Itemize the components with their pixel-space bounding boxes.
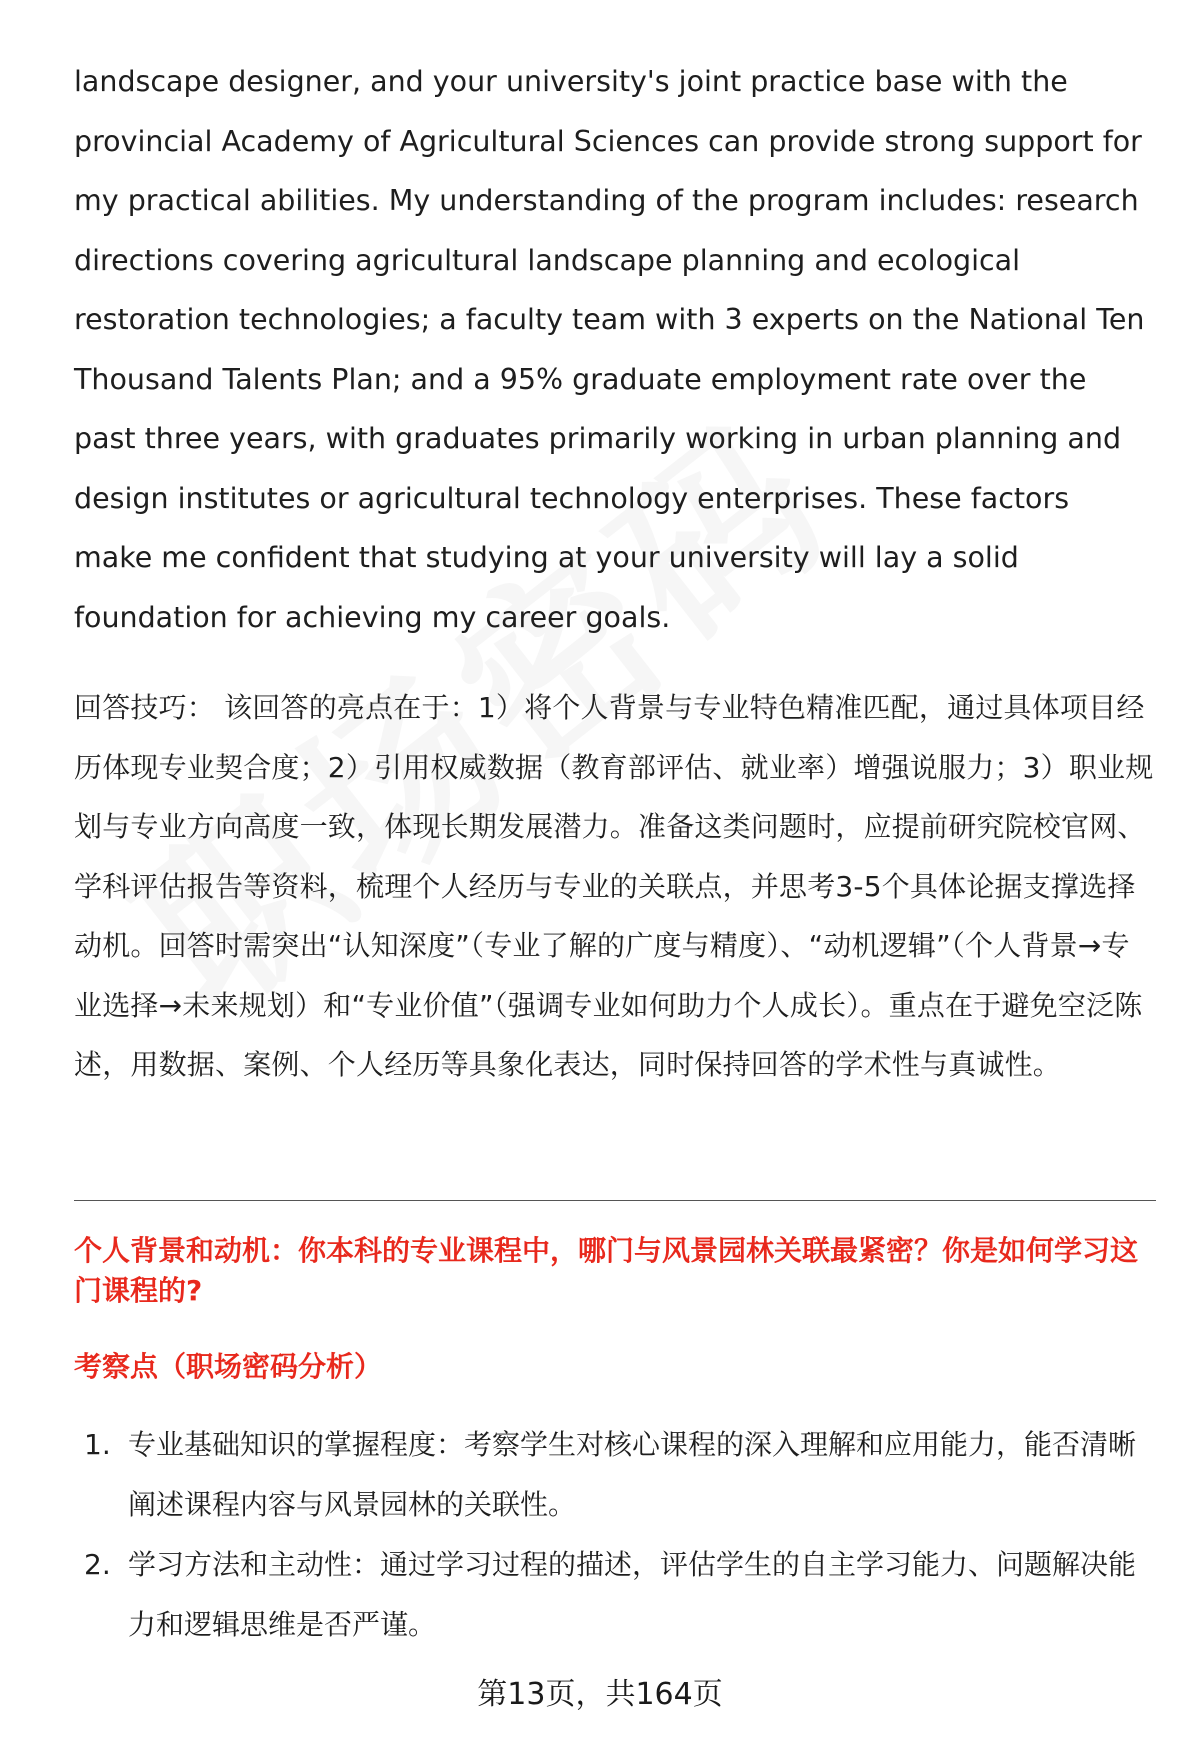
list-item-text: 学习方法和主动性：通过学习过程的描述，评估学生的自主学习能力、问题解决能力和逻辑思维是否严谨。 bbox=[128, 1548, 1137, 1641]
answer-tips-paragraph: 回答技巧： 该回答的亮点在于：1）将个人背景与专业特色精准匹配，通过具体项目经历体现专业契合度；2）引用权威数据（教育部评估、就业率）增强说服力；3）职业规划与专业方向高度一致，体现长期发展潜力。准备这类问题时，应提前研究院校官网、学科评估报告等资料，梳理个人经历与专业的关联点，并思考3-5个具体论据支撑选择动机。回答时需突出“认知深度”（专业了解的广度与精度）、“动机逻辑”（个人背景→专业选择→未来规划）和“专业价值”（强调专业如何助力个人成长）。重点在于避免空泛陈述，用数据、案例、个人经历等具象化表达，同时保持回答的学术性与真诚性。 bbox=[74, 691, 1154, 1081]
list-item-number: 2. bbox=[84, 1548, 111, 1581]
list-item bbox=[74, 1415, 1159, 1535]
question-heading: 个人背景和动机：你本科的专业课程中，哪门与风景园林关联最紧密？你是如何学习这门课程的? bbox=[74, 1234, 1139, 1307]
list-item-text: 专业基础知识的掌握程度：考察学生对核心课程的深入理解和应用能力，能否清晰阐述课程内容与风景园林的关联性。 bbox=[128, 1428, 1137, 1521]
body-paragraph: landscape designer, and your university's joint practice base with the provincial Academy of Agricultural Sciences can provide strong support for my practical abilities. My understanding of the program includes: research directions covering agricultural landscape planning and ecological restoration technologies; a faculty team with 3 experts on the National Ten Thousand Talents Plan; and a 95% graduate employment rate over the past three years, with graduates primarily working in urban planning and design institutes or agricultural technology enterprises. These factors make me confident that studying at your university will lay a solid foundation for achieving my career goals. bbox=[74, 65, 1145, 634]
section-heading: 考察点（职场密码分析） bbox=[74, 1350, 383, 1383]
page-footer: 第13页，共164页 bbox=[477, 1677, 723, 1712]
list-item-number: 1. bbox=[84, 1428, 111, 1461]
assessment-points-list bbox=[74, 1415, 1159, 1655]
section-divider bbox=[74, 1200, 1156, 1201]
list-item bbox=[74, 1535, 1159, 1655]
